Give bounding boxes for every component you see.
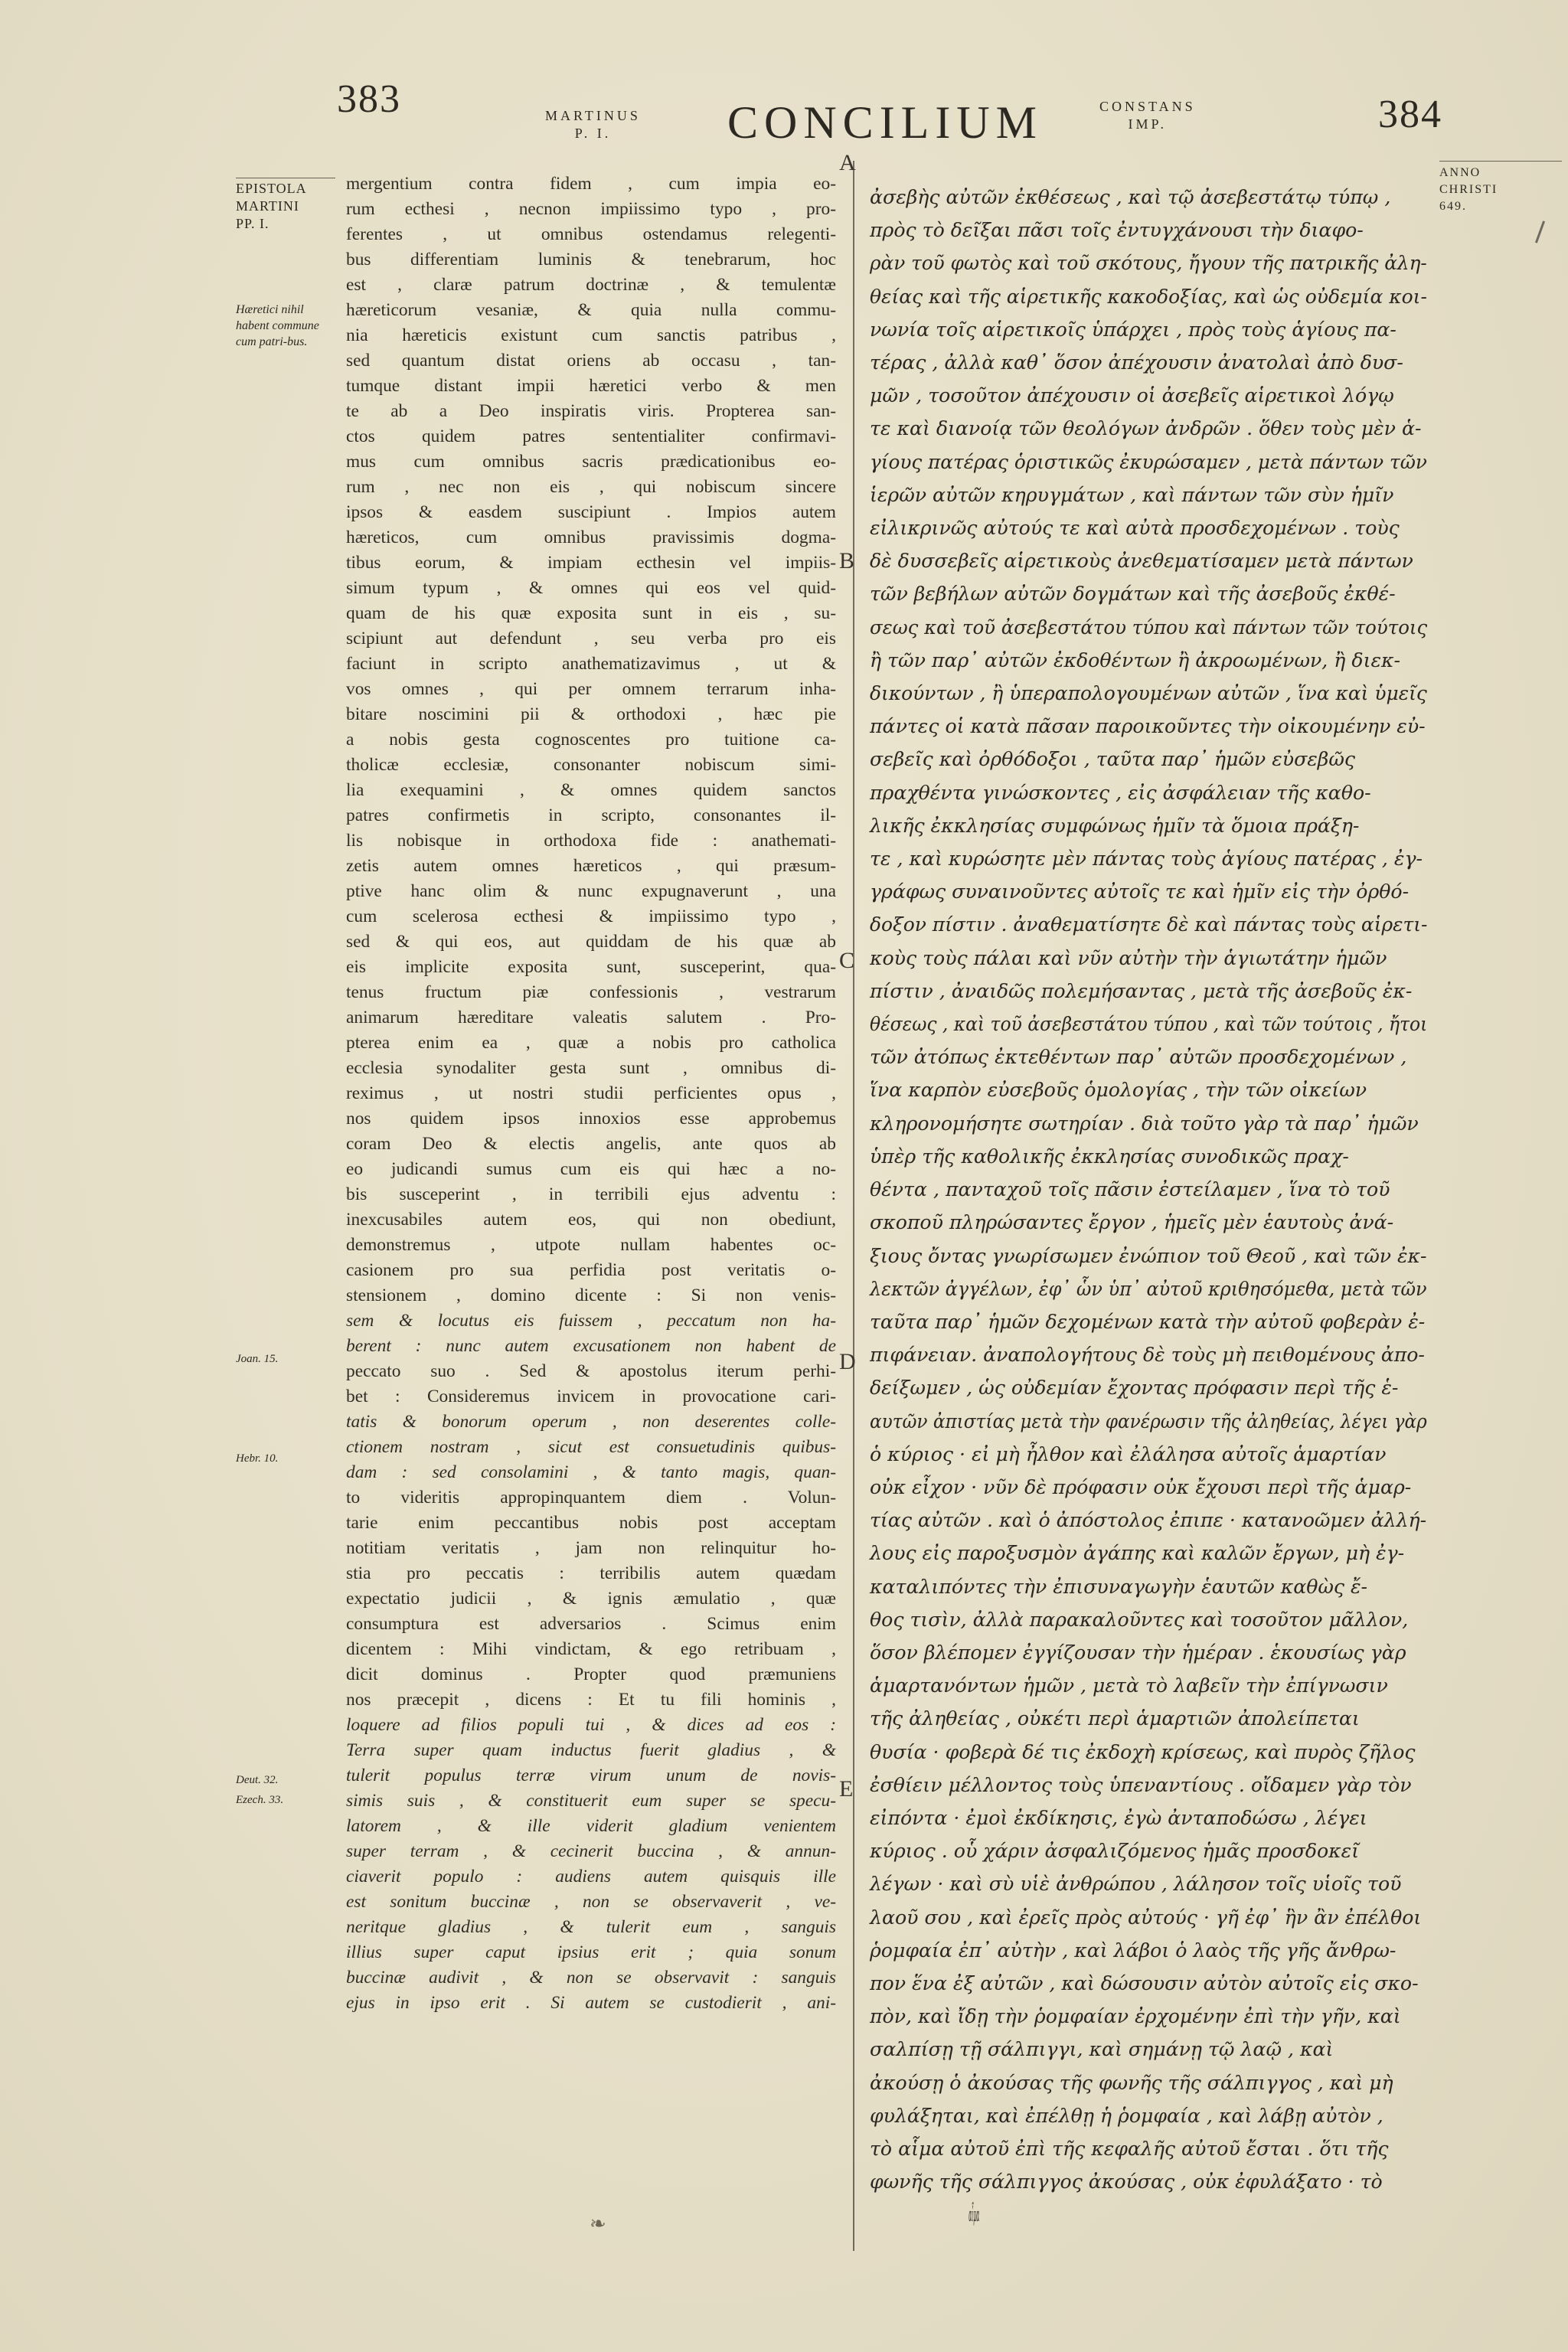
latin-line: bitare noscimini pii & orthodoxi , hæc pie [346, 704, 836, 724]
latin-line: stensionem , domino dicente : Si non venis- [346, 1285, 836, 1305]
side-note-epistola-line1: EPISTOLA [236, 181, 307, 196]
latin-line: dicit dominus . Propter quod præmuniens [346, 1664, 836, 1684]
greek-line: ἀκούσῃ ὁ ἀκούσας τῆς φωνῆς τῆς σάλπιγγος , καὶ μὴ [870, 2071, 1393, 2094]
latin-line: illius super caput ipsius erit ; quia sonum [346, 1942, 836, 1962]
latin-line: quam de his quæ exposita sunt in eis , su- [346, 603, 836, 623]
latin-line: est , claræ patrum doctrinæ , & temulentæ [346, 275, 836, 295]
latin-line: sed & qui eos, aut quiddam de his quæ ab [346, 932, 836, 952]
greek-line: πον ἕνα ἐξ αὐτῶν , καὶ δώσουσιν αὐτὸν αὐτοῖς εἰς σκο- [870, 1971, 1419, 1994]
latin-line: zetis autem omnes hæreticos , qui præsum- [346, 856, 836, 876]
greek-line: σαλπίσῃ τῇ σάλπιγγι, καὶ σημάνῃ τῷ λαῷ , καὶ [870, 2038, 1334, 2061]
greek-line: τε καὶ διανοίᾳ τῶν θεολόγων ἀνδρῶν . ὅθεν τοὺς μὲν ἁ- [870, 417, 1422, 440]
latin-line: sed quantum distat oriens ab occasu , tan- [346, 351, 836, 371]
greek-line: γίους πατέρας ὁριστικῶς ἐκυρώσαμεν , μετὰ πάντων τῶν [870, 450, 1427, 473]
latin-line: ipsos & easdem suscipiunt . Impios autem [346, 502, 836, 522]
latin-line: bis susceperint , in terribili ejus adventu : [346, 1184, 836, 1204]
greek-line: σκοποῦ πληρώσαντες ἔργον , ἡμεῖς μὲν ἑαυτοὺς ἀνά- [870, 1211, 1394, 1234]
section-letter-b: B [839, 548, 855, 573]
section-letter-a: A [839, 150, 856, 175]
side-note-anno-line2: CHRISTI [1439, 183, 1498, 196]
running-head-right [1099, 98, 1196, 133]
greek-line: εἰλικρινῶς αὐτούς τε καὶ αὐτὰ προσδεχομένων . τοὺς [870, 517, 1400, 540]
latin-line: demonstremus , utpote nullam habentes oc- [346, 1235, 836, 1255]
latin-line: pterea enim ea , quæ a nobis pro catholica [346, 1033, 836, 1053]
greek-line: αἷμα [969, 2203, 980, 2226]
greek-line: πάντες οἱ κατὰ πᾶσαν παροικοῦντες τὴν οἰκουμένην εὐ- [870, 715, 1426, 738]
latin-line: berent : nunc autem excusationem non habent de [346, 1336, 836, 1356]
greek-line: τὸ αἷμα αὐτοῦ ἐπὶ τῆς κεφαλῆς αὐτοῦ ἔσται . ὅτι τῆς [870, 2137, 1389, 2160]
latin-line: notitiam veritatis , jam non relinquitur ho- [346, 1538, 836, 1558]
greek-line: αυτῶν ἀπιστίας μετὰ τὴν φανέρωσιν τῆς ἀληθείας, λέγει γὰρ [870, 1410, 1427, 1432]
greek-line: πίστιν , ἀναιδῶς πολεμήσαντας , μετὰ τῆς ἀσεβοῦς ἐκ- [870, 979, 1413, 1002]
running-head-right-name: CONSTANS [1099, 99, 1196, 114]
latin-line: rum ecthesi , necnon impiissimo typo , pro- [346, 199, 836, 219]
greek-line: ταῦτα παρ᾽ ἡμῶν δεχομένων κατὰ τὴν αὐτοῦ φοβερὰν ἐ- [870, 1310, 1426, 1333]
greek-line: ξιους ὄντας γνωρίσωμεν ἐνώπιον τοῦ Θεοῦ , καὶ τῶν ἐκ- [870, 1244, 1427, 1267]
latin-line: hæreticos, cum omnibus pravissimis dogma- [346, 528, 836, 547]
latin-line: casionem pro sua perfidia post veritatis o- [346, 1260, 836, 1280]
latin-line: dicentem : Mihi vindictam, & ego retribuam , [346, 1639, 836, 1659]
latin-line: ejus in ipso erit . Si autem se custodierit , ani- [346, 1993, 836, 2013]
section-letter-d: D [839, 1349, 856, 1374]
greek-line: ἐσθίειν μέλλοντος τοὺς ὑπεναντίους . οἴδαμεν γὰρ τὸν [870, 1773, 1412, 1796]
running-title: CONCILIUM [727, 97, 1043, 148]
latin-line: ferentes , ut omnibus ostendamus relegenti- [346, 224, 836, 244]
section-letter-e: E [839, 1776, 854, 1802]
page-number-left: 383 [337, 77, 401, 121]
latin-line: expectatio judicii , & ignis æmulatio , quæ [346, 1589, 836, 1609]
side-note-epistola-line3: PP. I. [236, 216, 270, 231]
section-letter-c: C [839, 948, 855, 973]
latin-line: simis suis , & constituerit eum super se specu- [346, 1791, 836, 1811]
latin-column [346, 172, 836, 2016]
latin-line: scipiunt aut defendunt , seu verba pro eis [346, 629, 836, 648]
latin-line: mus cum omnibus sacris prædicationibus eo- [346, 452, 836, 472]
greek-line: πραχθέντα γινώσκοντες , εἰς ἀσφάλειαν τῆς καθο- [870, 781, 1371, 804]
page-number-right: 384 [1378, 93, 1442, 136]
latin-line: Terra super quam inductus fuerit gladius , & [346, 1740, 836, 1760]
greek-line: μῶν , τοσοῦτον ἀπέχουσιν οἱ ἀσεβεῖς αἱρετικοὶ λόγῳ [870, 384, 1394, 407]
edge-mark [1535, 220, 1545, 243]
running-head-right-sub: IMP. [1128, 116, 1168, 132]
greek-line: σεως καὶ τοῦ ἀσεβεστάτου τύπου καὶ πάντων τῶν τούτοις [870, 616, 1428, 639]
greek-line: καταλιπόντες τὴν ἐπισυναγωγὴν ἑαυτῶν καθὼς ἔ- [870, 1575, 1368, 1598]
side-note-anno [1439, 161, 1562, 215]
latin-line: te ab a Deo inspiratis viris. Propterea san- [346, 401, 836, 421]
latin-line: buccinæ audivit , & non se observavit : sanguis [346, 1968, 836, 1988]
greek-line: πιφάνειαν. ἀναπολογήτους δὲ τοὺς μὴ πειθομένους ἀπο- [870, 1344, 1425, 1367]
latin-line: ecclesia synodaliter gesta sunt , omnibus di- [346, 1058, 836, 1078]
side-note-epistola [236, 178, 335, 233]
greek-column [870, 181, 1427, 2232]
latin-line: lis nobisque in orthodoxa fide : anathemati- [346, 831, 836, 851]
running-head-left [545, 107, 641, 142]
latin-line: lia exequamini , & omnes quidem sanctos [346, 780, 836, 800]
greek-line: δοξον πίστιν . ἀναθεματίσητε δὲ καὶ πάντας τοὺς αἱρετι- [870, 913, 1428, 936]
latin-line: coram Deo & electis angelis, ante quos ab [346, 1134, 836, 1154]
latin-line: ciaverit populo : audiens autem quisquis ille [346, 1867, 836, 1886]
latin-line: tatis & bonorum operum , non deserentes colle- [346, 1412, 836, 1432]
latin-line: animarum hæreditare valeatis salutem . Pro- [346, 1008, 836, 1027]
side-note-epistola-line2: MARTINI [236, 198, 299, 214]
latin-line: tulerit populus terræ virum unum de novis- [346, 1766, 836, 1785]
greek-line: ὑπὲρ τῆς καθολικῆς ἐκκλησίας συνοδικῶς πραχ- [870, 1145, 1349, 1168]
latin-line: bet : Consideremus invicem in provocatione cari- [346, 1387, 836, 1406]
greek-line: τε , καὶ κυρώσητε μὲν πάντας τοὺς ἁγίους πατέρας , ἐγ- [870, 848, 1423, 871]
greek-line: ὁ κύριος · εἰ μὴ ἦλθον καὶ ἐλάλησα αὐτοῖς ἁμαρτίαν [870, 1442, 1387, 1465]
greek-line: κοὺς τοὺς πάλαι καὶ νῦν αὐτὴν τὴν ἁγιωτάτην ἡμῶν [870, 946, 1387, 969]
greek-line: εἰπόντα · ἐμοὶ ἐκδίκησις, ἐγὼ ἀνταποδώσω , λέγει [870, 1806, 1367, 1829]
greek-line: λαοῦ σου , καὶ ἐρεῖς πρὸς αὐτούς · γῆ ἐφ᾽ ἣν ἂν ἐπέλθοι [870, 1906, 1422, 1929]
latin-line: rum , nec non eis , qui nobiscum sincere [346, 477, 836, 497]
greek-line: γράφως συναινοῦντες αὐτοῖς τε καὶ ἡμῖν εἰς τὴν ὀρθό- [870, 880, 1410, 903]
latin-line: ctos quidem patres sententialiter confirmavi- [346, 426, 836, 446]
latin-line: mergentium contra fidem , cum impia eo- [346, 174, 836, 194]
latin-line: simum typum , & omnes qui eos vel quid- [346, 578, 836, 598]
greek-line: ρὰν τοῦ φωτὸς καὶ τοῦ σκότους, ἤγουν τῆς πατρικῆς ἀλη- [870, 252, 1427, 275]
greek-line: δικούντων , ἢ ὑπεραπολογουμένων αὐτῶν , ἵνα καὶ ὑμεῖς [870, 682, 1427, 705]
latin-line: nos præcepit , dicens : Et tu fili hominis , [346, 1690, 836, 1710]
latin-line: nos quidem ipsos innoxios esse approbemus [346, 1109, 836, 1129]
greek-line: πρὸς τὸ δεῖξαι πᾶσι τοῖς ἐντυγχάνουσι τὴν διαφο- [870, 219, 1364, 242]
latin-line: latorem , & ille viderit gladium venientem [346, 1816, 836, 1836]
latin-line: sem & locutus eis fuissem , peccatum non ha- [346, 1311, 836, 1331]
greek-line: θυσία · φοβερὰ δέ τις ἐκδοχὴ κρίσεως, καὶ πυρὸς ζῆλος [870, 1740, 1416, 1763]
greek-line: θος τισὶν, ἀλλὰ παρακαλοῦντες καὶ τοσοῦτον μᾶλλον, [870, 1608, 1409, 1631]
latin-line: tholicæ ecclesiæ, consonanter nobiscum simi- [346, 755, 836, 775]
greek-line: ἵνα καρπὸν εὐσεβοῦς ὁμολογίας , τὴν τῶν οἰκείων [870, 1079, 1367, 1102]
greek-line: τῆς ἀληθείας , οὐκέτι περὶ ἁμαρτιῶν ἀπολείπεται [870, 1707, 1360, 1730]
latin-line: eo judicandi sumus cum eis qui hæc a no- [346, 1159, 836, 1179]
side-note-haeretici: Hæretici nihil habent commune cum patri-bus. [236, 303, 319, 348]
greek-line: θέσεως , καὶ τοῦ ἀσεβεστάτου τύπου , καὶ τῶν τούτοις , ἤτοι [870, 1013, 1428, 1036]
latin-line: stia pro peccatis : terribilis autem quædam [346, 1563, 836, 1583]
latin-line: loquere ad filios populi tui , & dices ad eos : [346, 1715, 836, 1735]
greek-line: τίας αὐτῶν . καὶ ὁ ἀπόστολος ἐπιπε · κατανοῶμεν ἀλλή- [870, 1509, 1427, 1532]
greek-line: τέρας , ἀλλὰ καθ᾽ ὅσον ἀπέχουσιν ἀνατολαὶ ἀπὸ δυσ- [870, 351, 1403, 374]
side-ref-joan: Joan. 15. [236, 1353, 279, 1365]
latin-line: ctionem nostram , sicut est consuetudinis quibus- [346, 1437, 836, 1457]
greek-line: τῶν βεβήλων αὐτῶν δογμάτων καὶ τῆς ἀσεβοῦς ἐκθέ- [870, 583, 1396, 606]
greek-line: ἢ τῶν παρ᾽ αὐτῶν ἐκδοθέντων ἢ ἀκροωμένων, ἢ διεκ- [870, 648, 1400, 671]
latin-line: inexcusabiles autem eos, qui non obediunt, [346, 1210, 836, 1230]
greek-line: θείας καὶ τῆς αἱρετικῆς κακοδοξίας, καὶ ὡς οὐδεμία κοι- [870, 285, 1427, 308]
latin-line: tibus eorum, & impiam ecthesin vel impiis- [346, 553, 836, 573]
latin-line: super terram , & cecinerit buccina , & annun- [346, 1841, 836, 1861]
greek-line: σεβεῖς καὶ ὀρθόδοξοι , ταῦτα παρ᾽ ἡμῶν εὐσεβῶς [870, 748, 1355, 771]
greek-line: φυλάξηται, καὶ ἐπέλθῃ ἡ ῥομφαία , καὶ λάβῃ αὐτὸν , [870, 2104, 1383, 2127]
latin-line: hæreticorum vesaniæ, & quia nulla commu- [346, 300, 836, 320]
side-ref-ezech: Ezech. 33. [236, 1794, 284, 1806]
column-divider [853, 161, 854, 2251]
greek-line: λέγων · καὶ σὺ υἱὲ ἀνθρώπου , λάλησον τοῖς υἱοῖς τοῦ [870, 1873, 1402, 1896]
greek-line: ὅσον βλέπομεν ἐγγίζουσαν τὴν ἡμέραν . ἑκουσίως γὰρ [870, 1641, 1406, 1664]
ornament-mark: ❧ [590, 2213, 606, 2235]
latin-line: neritque gladius , & tulerit eum , sanguis [346, 1917, 836, 1937]
latin-line: cum scelerosa ecthesi & impiissimo typo , [346, 906, 836, 926]
latin-line: a nobis gesta cognoscentes pro tuitione ca- [346, 730, 836, 750]
side-ref-hebr: Hebr. 10. [236, 1452, 279, 1465]
latin-line: to videritis appropinquantem diem . Volun- [346, 1488, 836, 1508]
greek-line: κύριος . οὗ χάριν ἀσφαλιζόμενος ἡμᾶς προσδοκεῖ [870, 1840, 1360, 1863]
latin-line: tarie enim peccantibus nobis post acceptam [346, 1513, 836, 1533]
latin-line: nia hæreticis existunt cum sanctis patribus , [346, 325, 836, 345]
latin-line: tenus fructum piæ confessionis , vestrarum [346, 982, 836, 1002]
greek-line: τῶν ἀτόπως ἐκτεθέντων παρ᾽ αὐτῶν προσδεχομένων , [870, 1046, 1407, 1069]
greek-line: λους εἰς παροξυσμὸν ἀγάπης καὶ καλῶν ἔργων, μὴ ἐγ- [870, 1542, 1405, 1565]
greek-line: ἀσεβὴς αὐτῶν ἐκθέσεως , καὶ τῷ ἀσεβεστάτῳ τύπῳ , [870, 186, 1391, 208]
latin-line: reximus , ut nostri studii perficientes opus , [346, 1083, 836, 1103]
greek-line: δὲ δυσσεβεῖς αἱρετικοὺς ἀνεθεματίσαμεν μετὰ πάντων [870, 550, 1413, 573]
greek-line: νωνία τοῖς αἱρετικοῖς ὑπάρχει , πρὸς τοὺς ἁγίους πα- [870, 318, 1396, 341]
greek-line: λεκτῶν ἀγγέλων, ἐφ᾽ ὧν ὑπ᾽ αὐτοῦ κριθησόμεθα, μετὰ τῶν [870, 1277, 1427, 1300]
greek-line: ἱερῶν αὐτῶν κηρυγμάτων , καὶ πάντων τῶν σὺν ἡμῖν [870, 483, 1394, 506]
running-head-left-name: MARTINUS [545, 108, 641, 123]
greek-line: φωνῆς τῆς σάλπιγγος ἀκούσας , οὐκ ἐφυλάξατο · τὸ [870, 2171, 1383, 2194]
greek-line: ῥομφαία ἐπ᾽ αὐτὴν , καὶ λάβοι ὁ λαὸς τῆς γῆς ἄνθρω- [870, 1939, 1396, 1962]
latin-line: eis implicite exposita sunt, susceperint, qua- [346, 957, 836, 977]
greek-line: κληρονομήσητε σωτηρίαν . διὰ τοῦτο γὰρ τὰ παρ᾽ ἡμῶν [870, 1112, 1419, 1135]
greek-line: οὐκ εἶχον · νῦν δὲ πρόφασιν οὐκ ἔχουσι περὶ τῆς ἁμαρ- [870, 1475, 1412, 1498]
latin-line: faciunt in scripto anathematizavimus , ut & [346, 654, 836, 674]
latin-line: patres confirmetis in scripto, consonantes il- [346, 805, 836, 825]
greek-line: πὸν, καὶ ἴδῃ τὴν ῥομφαίαν ἐρχομένην ἐπὶ τὴν γῆν, καὶ [870, 2005, 1401, 2028]
side-ref-deut: Deut. 32. [236, 1774, 279, 1786]
side-note-anno-line3: 649. [1439, 200, 1467, 213]
side-note-anno-line1: ANNO [1439, 166, 1481, 179]
latin-line: bus differentiam luminis & tenebrarum, hoc [346, 250, 836, 270]
latin-line: dam : sed consolamini , & tanto magis, quan- [346, 1462, 836, 1482]
latin-line: tumque distant impii hæretici verbo & men [346, 376, 836, 396]
greek-line: ἁμαρτανόντων ἡμῶν , μετὰ τὸ λαβεῖν τὴν ἐπίγνωσιν [870, 1674, 1388, 1697]
latin-line: vos omnes , qui per omnem terrarum inha- [346, 679, 836, 699]
latin-line: peccato suo . Sed & apostolus iterum perhi- [346, 1361, 836, 1381]
latin-line: consumptura est adversarios . Scimus enim [346, 1614, 836, 1634]
latin-line: ptive hanc olim & nunc expugnaverunt , una [346, 881, 836, 901]
greek-line: θέντα , πανταχοῦ τοῖς πᾶσιν ἐστείλαμεν , ἵνα τὸ τοῦ [870, 1178, 1390, 1201]
latin-line: est sonitum buccinæ , non se observaverit , ve- [346, 1892, 836, 1912]
greek-line: λικῆς ἐκκλησίας συμφώνως ἡμῖν τὰ ὅμοια πράξη- [870, 814, 1360, 837]
running-head-left-sub: P. I. [574, 126, 612, 141]
greek-line: δείξωμεν , ὡς οὐδεμίαν ἔχοντας πρόφασιν περὶ τῆς ἑ- [870, 1377, 1399, 1400]
